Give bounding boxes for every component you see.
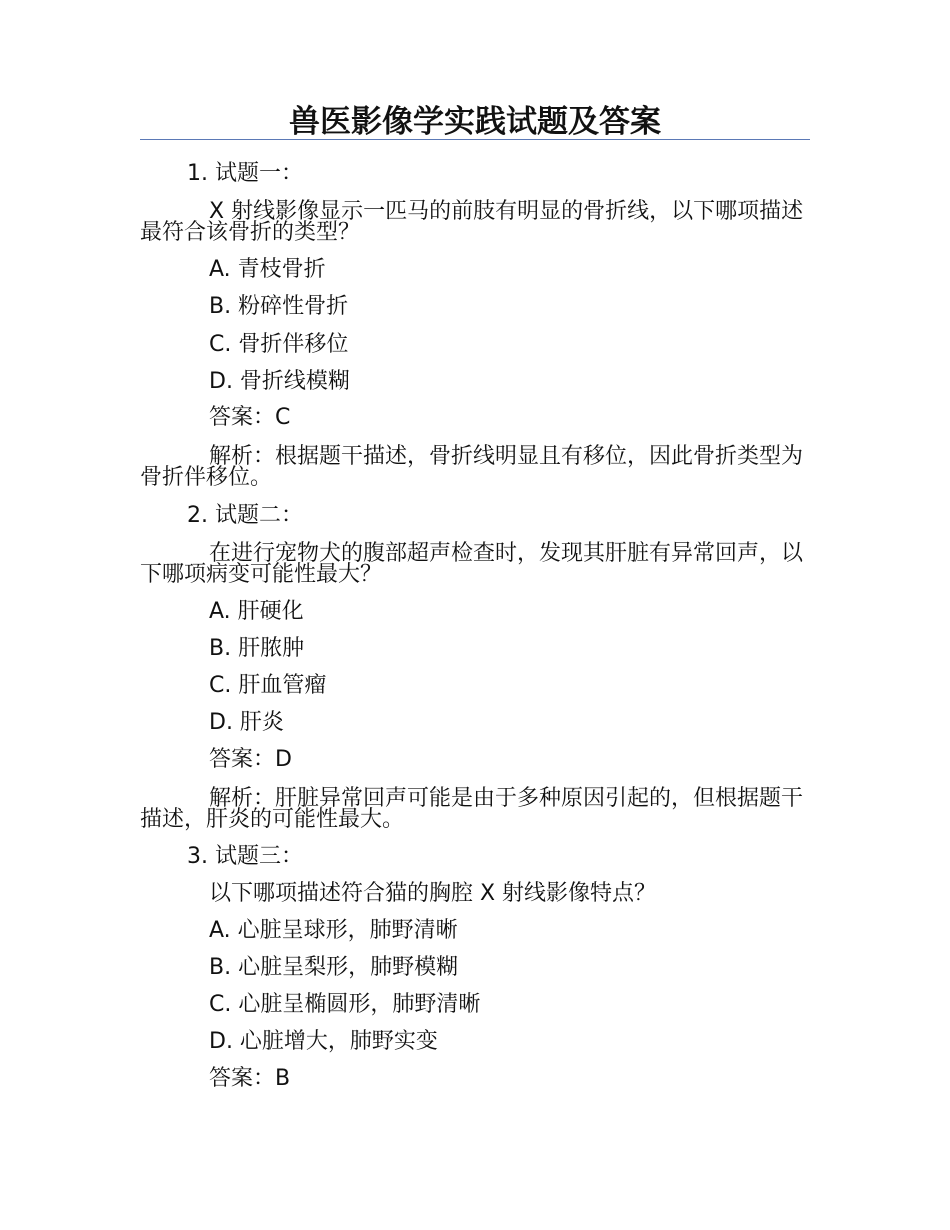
question-1-answer: 答案：C xyxy=(209,405,291,430)
question-2-answer: 答案：D xyxy=(209,747,292,772)
question-1-heading: 1. 试题一： xyxy=(187,161,303,186)
question-2-option-d: D. 肝炎 xyxy=(209,710,284,735)
question-3-answer: 答案：B xyxy=(209,1066,291,1091)
question-3-option-c: C. 心脏呈椭圆形，肺野清晰 xyxy=(209,992,481,1017)
question-1-option-c: C. 骨折伴移位 xyxy=(209,332,349,357)
question-3-option-b: B. 心脏呈梨形，肺野模糊 xyxy=(209,955,459,980)
question-3-heading: 3. 试题三： xyxy=(187,844,303,869)
question-1-option-d: D. 骨折线模糊 xyxy=(209,369,350,394)
title-underline xyxy=(140,139,810,140)
question-2-option-a: A. 肝硬化 xyxy=(209,599,304,624)
question-3-option-a: A. 心脏呈球形，肺野清晰 xyxy=(209,918,458,943)
question-2-analysis: 解析：肝脏异常回声可能是由于多种原因引起的，但根据题干描述，肝炎的可能性最大。 xyxy=(140,786,804,832)
question-2-option-b: B. 肝脓肿 xyxy=(209,636,305,661)
question-2-option-c: C. 肝血管瘤 xyxy=(209,673,327,698)
question-1-option-a: A. 青枝骨折 xyxy=(209,257,326,282)
question-1-analysis: 解析：根据题干描述，骨折线明显且有移位，因此骨折类型为骨折伴移位。 xyxy=(140,444,804,490)
question-1-stem: X 射线影像显示一匹马的前肢有明显的骨折线，以下哪项描述最符合该骨折的类型？ xyxy=(140,199,804,245)
question-3-option-d: D. 心脏增大，肺野实变 xyxy=(209,1029,438,1054)
question-1-option-b: B. 粉碎性骨折 xyxy=(209,294,349,319)
question-2-stem: 在进行宠物犬的腹部超声检查时，发现其肝脏有异常回声，以下哪项病变可能性最大？ xyxy=(140,541,804,587)
question-2-heading: 2. 试题二： xyxy=(187,503,303,528)
question-3-stem: 以下哪项描述符合猫的胸腔 X 射线影像特点？ xyxy=(209,881,657,906)
document-title: 兽医影像学实践试题及答案 xyxy=(289,104,661,140)
